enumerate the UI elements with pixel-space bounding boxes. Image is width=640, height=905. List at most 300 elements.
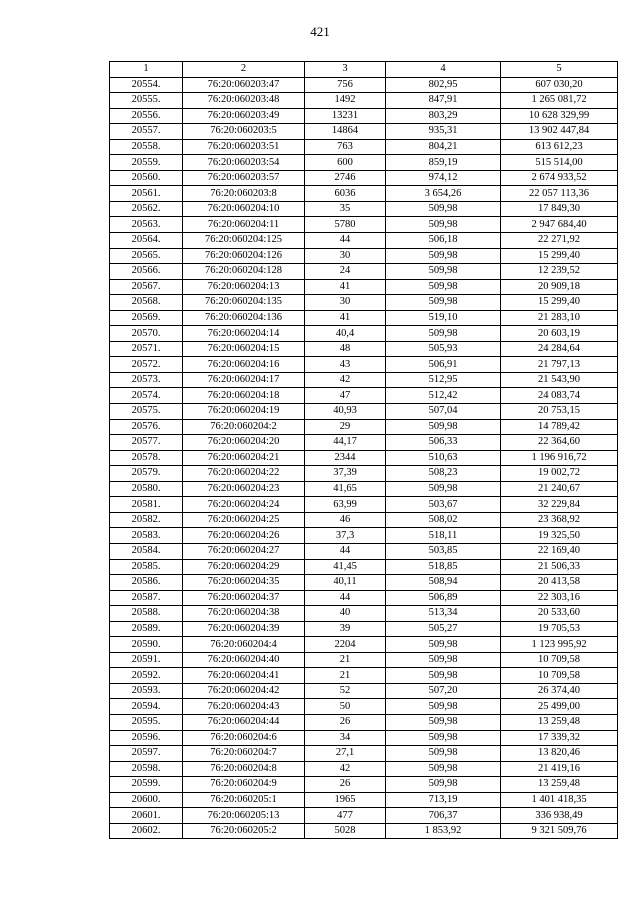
specific-value-cell: 802,95	[386, 77, 501, 93]
table-row	[110, 201, 618, 217]
specific-value-cell: 509,98	[386, 746, 501, 762]
cadastral-value-cell: 20 753,15	[501, 404, 618, 420]
row-number-cell: 20574.	[110, 388, 183, 404]
cadastral-number-cell: 76:20:060204:24	[183, 497, 305, 513]
cadastral-value-cell: 20 413,58	[501, 575, 618, 591]
area-cell: 1965	[305, 792, 386, 808]
area-cell: 50	[305, 699, 386, 715]
cadastral-value-cell: 1 265 081,72	[501, 93, 618, 109]
cadastral-number-cell: 76:20:060203:54	[183, 155, 305, 171]
table-row	[110, 808, 618, 824]
cadastral-value-cell: 15 299,40	[501, 295, 618, 311]
specific-value-cell: 509,98	[386, 201, 501, 217]
specific-value-cell: 508,23	[386, 466, 501, 482]
table-row	[110, 714, 618, 730]
table-row	[110, 264, 618, 280]
cadastral-value-cell: 13 259,48	[501, 714, 618, 730]
row-number-cell: 20577.	[110, 435, 183, 451]
cadastral-value-cell: 23 368,92	[501, 512, 618, 528]
cadastral-value-cell: 13 259,48	[501, 777, 618, 793]
cadastral-number-cell: 76:20:060204:6	[183, 730, 305, 746]
row-number-cell: 20579.	[110, 466, 183, 482]
specific-value-cell: 505,27	[386, 621, 501, 637]
cadastral-value-cell: 21 283,10	[501, 310, 618, 326]
row-number-cell: 20590.	[110, 637, 183, 653]
cadastral-value-cell: 12 239,52	[501, 264, 618, 280]
row-number-cell: 20568.	[110, 295, 183, 311]
area-cell: 5780	[305, 217, 386, 233]
cadastral-number-cell: 76:20:060204:8	[183, 761, 305, 777]
table-row	[110, 777, 618, 793]
cadastral-value-cell: 24 083,74	[501, 388, 618, 404]
cadastral-number-cell: 76:20:060203:8	[183, 186, 305, 202]
specific-value-cell: 506,33	[386, 435, 501, 451]
specific-value-cell: 804,21	[386, 139, 501, 155]
table-row	[110, 730, 618, 746]
specific-value-cell: 509,98	[386, 217, 501, 233]
page-number: 421	[310, 24, 330, 39]
cadastral-number-cell: 76:20:060204:44	[183, 714, 305, 730]
table-row	[110, 326, 618, 342]
specific-value-cell: 509,98	[386, 652, 501, 668]
cadastral-number-cell: 76:20:060204:41	[183, 668, 305, 684]
specific-value-cell: 503,67	[386, 497, 501, 513]
row-number-cell: 20588.	[110, 606, 183, 622]
cadastral-number-cell: 76:20:060204:20	[183, 435, 305, 451]
table-row	[110, 559, 618, 575]
table-row	[110, 606, 618, 622]
row-number-cell: 20585.	[110, 559, 183, 575]
cadastral-number-cell: 76:20:060204:17	[183, 372, 305, 388]
column-number-cell: 3	[305, 62, 386, 78]
row-number-cell: 20559.	[110, 155, 183, 171]
cadastral-number-cell: 76:20:060204:15	[183, 341, 305, 357]
area-cell: 30	[305, 248, 386, 264]
cadastral-value-cell: 20 533,60	[501, 606, 618, 622]
cadastral-value-cell: 21 240,67	[501, 481, 618, 497]
cadastral-value-cell: 20 909,18	[501, 279, 618, 295]
table-row	[110, 155, 618, 171]
specific-value-cell: 509,98	[386, 730, 501, 746]
area-cell: 34	[305, 730, 386, 746]
specific-value-cell: 513,34	[386, 606, 501, 622]
cadastral-value-cell: 15 299,40	[501, 248, 618, 264]
specific-value-cell: 713,19	[386, 792, 501, 808]
specific-value-cell: 509,98	[386, 777, 501, 793]
cadastral-number-cell: 76:20:060204:10	[183, 201, 305, 217]
cadastral-number-cell: 76:20:060204:42	[183, 683, 305, 699]
specific-value-cell: 518,11	[386, 528, 501, 544]
area-cell: 44,17	[305, 435, 386, 451]
cadastral-number-cell: 76:20:060204:2	[183, 419, 305, 435]
area-cell: 52	[305, 683, 386, 699]
specific-value-cell: 509,98	[386, 279, 501, 295]
cadastral-number-cell: 76:20:060203:57	[183, 170, 305, 186]
row-number-cell: 20592.	[110, 668, 183, 684]
cadastral-value-cell: 1 401 418,35	[501, 792, 618, 808]
specific-value-cell: 509,98	[386, 699, 501, 715]
cadastral-number-cell: 76:20:060204:25	[183, 512, 305, 528]
table-row	[110, 528, 618, 544]
cadastral-number-cell: 76:20:060203:48	[183, 93, 305, 109]
area-cell: 21	[305, 668, 386, 684]
table-row	[110, 279, 618, 295]
table-row	[110, 124, 618, 140]
row-number-cell: 20573.	[110, 372, 183, 388]
area-cell: 2746	[305, 170, 386, 186]
cadastral-number-cell: 76:20:060204:39	[183, 621, 305, 637]
cadastral-number-cell: 76:20:060205:2	[183, 823, 305, 839]
cadastral-number-cell: 76:20:060204:29	[183, 559, 305, 575]
cadastral-value-cell: 22 169,40	[501, 543, 618, 559]
area-cell: 5028	[305, 823, 386, 839]
table-row	[110, 435, 618, 451]
row-number-cell: 20567.	[110, 279, 183, 295]
table-row	[110, 621, 618, 637]
row-number-cell: 20555.	[110, 93, 183, 109]
specific-value-cell: 510,63	[386, 450, 501, 466]
table-row	[110, 761, 618, 777]
table-row	[110, 481, 618, 497]
cadastral-value-cell: 607 030,20	[501, 77, 618, 93]
specific-value-cell: 509,98	[386, 419, 501, 435]
row-number-cell: 20602.	[110, 823, 183, 839]
area-cell: 763	[305, 139, 386, 155]
row-number-cell: 20595.	[110, 714, 183, 730]
cadastral-number-cell: 76:20:060204:14	[183, 326, 305, 342]
area-cell: 44	[305, 590, 386, 606]
cadastral-value-cell: 13 902 447,84	[501, 124, 618, 140]
table-row	[110, 590, 618, 606]
cadastral-number-cell: 76:20:060203:5	[183, 124, 305, 140]
area-cell: 43	[305, 357, 386, 373]
cadastral-number-cell: 76:20:060204:27	[183, 543, 305, 559]
row-number-cell: 20576.	[110, 419, 183, 435]
specific-value-cell: 509,98	[386, 714, 501, 730]
table-row	[110, 170, 618, 186]
cadastral-value-cell: 25 499,00	[501, 699, 618, 715]
cadastral-number-cell: 76:20:060203:47	[183, 77, 305, 93]
cadastral-value-cell: 19 705,53	[501, 621, 618, 637]
specific-value-cell: 706,37	[386, 808, 501, 824]
cadastral-number-cell: 76:20:060204:43	[183, 699, 305, 715]
specific-value-cell: 935,31	[386, 124, 501, 140]
row-number-cell: 20557.	[110, 124, 183, 140]
table-row	[110, 668, 618, 684]
table-row	[110, 93, 618, 109]
area-cell: 41,45	[305, 559, 386, 575]
cadastral-value-cell: 22 303,16	[501, 590, 618, 606]
cadastral-value-cell: 19 325,50	[501, 528, 618, 544]
row-number-cell: 20575.	[110, 404, 183, 420]
cadastral-value-cell: 2 947 684,40	[501, 217, 618, 233]
row-number-cell: 20554.	[110, 77, 183, 93]
specific-value-cell: 506,89	[386, 590, 501, 606]
cadastral-number-cell: 76:20:060204:16	[183, 357, 305, 373]
specific-value-cell: 506,18	[386, 233, 501, 249]
area-cell: 6036	[305, 186, 386, 202]
cadastral-value-cell: 515 514,00	[501, 155, 618, 171]
specific-value-cell: 3 654,26	[386, 186, 501, 202]
table-row	[110, 77, 618, 93]
specific-value-cell: 519,10	[386, 310, 501, 326]
specific-value-cell: 507,20	[386, 683, 501, 699]
area-cell: 48	[305, 341, 386, 357]
row-number-cell: 20593.	[110, 683, 183, 699]
table-row	[110, 543, 618, 559]
cadastral-number-cell: 76:20:060204:136	[183, 310, 305, 326]
specific-value-cell: 509,98	[386, 326, 501, 342]
area-cell: 24	[305, 264, 386, 280]
column-number-cell: 1	[110, 62, 183, 78]
cadastral-number-cell: 76:20:060204:135	[183, 295, 305, 311]
area-cell: 47	[305, 388, 386, 404]
area-cell: 1492	[305, 93, 386, 109]
cadastral-number-cell: 76:20:060204:26	[183, 528, 305, 544]
area-cell: 27,1	[305, 746, 386, 762]
cadastral-value-cell: 26 374,40	[501, 683, 618, 699]
specific-value-cell: 859,19	[386, 155, 501, 171]
row-number-cell: 20586.	[110, 575, 183, 591]
specific-value-cell: 508,02	[386, 512, 501, 528]
area-cell: 600	[305, 155, 386, 171]
table-row	[110, 139, 618, 155]
area-cell: 40,4	[305, 326, 386, 342]
cadastral-value-cell: 13 820,46	[501, 746, 618, 762]
cadastral-value-table	[109, 61, 618, 839]
specific-value-cell: 512,42	[386, 388, 501, 404]
cadastral-number-cell: 76:20:060204:128	[183, 264, 305, 280]
table-row	[110, 746, 618, 762]
column-number-row	[110, 62, 618, 78]
table-row	[110, 823, 618, 839]
row-number-cell: 20596.	[110, 730, 183, 746]
area-cell: 26	[305, 777, 386, 793]
row-number-cell: 20566.	[110, 264, 183, 280]
table-row	[110, 388, 618, 404]
specific-value-cell: 507,04	[386, 404, 501, 420]
area-cell: 42	[305, 761, 386, 777]
area-cell: 63,99	[305, 497, 386, 513]
cadastral-number-cell: 76:20:060203:51	[183, 139, 305, 155]
cadastral-value-cell: 613 612,23	[501, 139, 618, 155]
cadastral-value-cell: 21 797,13	[501, 357, 618, 373]
table-row	[110, 512, 618, 528]
table-row	[110, 217, 618, 233]
cadastral-number-cell: 76:20:060204:37	[183, 590, 305, 606]
cadastral-number-cell: 76:20:060203:49	[183, 108, 305, 124]
specific-value-cell: 509,98	[386, 761, 501, 777]
column-number-cell: 5	[501, 62, 618, 78]
cadastral-value-cell: 1 196 916,72	[501, 450, 618, 466]
row-number-cell: 20582.	[110, 512, 183, 528]
table-row	[110, 186, 618, 202]
table-row	[110, 575, 618, 591]
table-row	[110, 450, 618, 466]
cadastral-value-cell: 10 709,58	[501, 668, 618, 684]
cadastral-number-cell: 76:20:060204:19	[183, 404, 305, 420]
column-number-cell: 2	[183, 62, 305, 78]
row-number-cell: 20564.	[110, 233, 183, 249]
table-row	[110, 404, 618, 420]
area-cell: 44	[305, 233, 386, 249]
row-number-cell: 20570.	[110, 326, 183, 342]
cadastral-number-cell: 76:20:060205:13	[183, 808, 305, 824]
row-number-cell: 20599.	[110, 777, 183, 793]
cadastral-number-cell: 76:20:060204:23	[183, 481, 305, 497]
specific-value-cell: 512,95	[386, 372, 501, 388]
table-row	[110, 108, 618, 124]
table-row	[110, 341, 618, 357]
row-number-cell: 20571.	[110, 341, 183, 357]
area-cell: 41,65	[305, 481, 386, 497]
cadastral-number-cell: 76:20:060204:40	[183, 652, 305, 668]
row-number-cell: 20591.	[110, 652, 183, 668]
cadastral-value-cell: 14 789,42	[501, 419, 618, 435]
specific-value-cell: 509,98	[386, 248, 501, 264]
row-number-cell: 20558.	[110, 139, 183, 155]
cadastral-value-cell: 21 419,16	[501, 761, 618, 777]
specific-value-cell: 508,94	[386, 575, 501, 591]
row-number-cell: 20562.	[110, 201, 183, 217]
cadastral-value-cell: 17 339,32	[501, 730, 618, 746]
column-number-cell: 4	[386, 62, 501, 78]
row-number-cell: 20572.	[110, 357, 183, 373]
area-cell: 44	[305, 543, 386, 559]
cadastral-number-cell: 76:20:060204:7	[183, 746, 305, 762]
cadastral-number-cell: 76:20:060205:1	[183, 792, 305, 808]
area-cell: 40	[305, 606, 386, 622]
cadastral-value-cell: 17 849,30	[501, 201, 618, 217]
row-number-cell: 20580.	[110, 481, 183, 497]
table-row	[110, 637, 618, 653]
row-number-cell: 20565.	[110, 248, 183, 264]
area-cell: 477	[305, 808, 386, 824]
area-cell: 2204	[305, 637, 386, 653]
row-number-cell: 20598.	[110, 761, 183, 777]
row-number-cell: 20569.	[110, 310, 183, 326]
row-number-cell: 20600.	[110, 792, 183, 808]
cadastral-value-cell: 24 284,64	[501, 341, 618, 357]
table-row	[110, 683, 618, 699]
area-cell: 26	[305, 714, 386, 730]
cadastral-value-cell: 9 321 509,76	[501, 823, 618, 839]
table-row	[110, 295, 618, 311]
cadastral-value-cell: 2 674 933,52	[501, 170, 618, 186]
specific-value-cell: 506,91	[386, 357, 501, 373]
specific-value-cell: 1 853,92	[386, 823, 501, 839]
area-cell: 756	[305, 77, 386, 93]
area-cell: 37,39	[305, 466, 386, 482]
cadastral-number-cell: 76:20:060204:4	[183, 637, 305, 653]
cadastral-value-cell: 10 709,58	[501, 652, 618, 668]
cadastral-value-cell: 22 271,92	[501, 233, 618, 249]
cadastral-number-cell: 76:20:060204:21	[183, 450, 305, 466]
table-row	[110, 310, 618, 326]
row-number-cell: 20561.	[110, 186, 183, 202]
cadastral-value-cell: 19 002,72	[501, 466, 618, 482]
area-cell: 21	[305, 652, 386, 668]
cadastral-number-cell: 76:20:060204:11	[183, 217, 305, 233]
specific-value-cell: 847,91	[386, 93, 501, 109]
row-number-cell: 20563.	[110, 217, 183, 233]
area-cell: 37,3	[305, 528, 386, 544]
table-row	[110, 419, 618, 435]
area-cell: 2344	[305, 450, 386, 466]
cadastral-number-cell: 76:20:060204:35	[183, 575, 305, 591]
row-number-cell: 20583.	[110, 528, 183, 544]
area-cell: 40,93	[305, 404, 386, 420]
cadastral-number-cell: 76:20:060204:13	[183, 279, 305, 295]
row-number-cell: 20597.	[110, 746, 183, 762]
specific-value-cell: 503,85	[386, 543, 501, 559]
area-cell: 14864	[305, 124, 386, 140]
area-cell: 29	[305, 419, 386, 435]
specific-value-cell: 509,98	[386, 264, 501, 280]
cadastral-number-cell: 76:20:060204:9	[183, 777, 305, 793]
table-row	[110, 357, 618, 373]
row-number-cell: 20584.	[110, 543, 183, 559]
table-row	[110, 652, 618, 668]
specific-value-cell: 974,12	[386, 170, 501, 186]
table-row	[110, 699, 618, 715]
row-number-cell: 20581.	[110, 497, 183, 513]
row-number-cell: 20601.	[110, 808, 183, 824]
area-cell: 40,11	[305, 575, 386, 591]
area-cell: 41	[305, 279, 386, 295]
cadastral-value-cell: 32 229,84	[501, 497, 618, 513]
specific-value-cell: 518,85	[386, 559, 501, 575]
cadastral-value-cell: 20 603,19	[501, 326, 618, 342]
cadastral-number-cell: 76:20:060204:126	[183, 248, 305, 264]
cadastral-value-cell: 1 123 995,92	[501, 637, 618, 653]
specific-value-cell: 509,98	[386, 481, 501, 497]
specific-value-cell: 509,98	[386, 295, 501, 311]
area-cell: 13231	[305, 108, 386, 124]
area-cell: 46	[305, 512, 386, 528]
row-number-cell: 20560.	[110, 170, 183, 186]
row-number-cell: 20587.	[110, 590, 183, 606]
row-number-cell: 20594.	[110, 699, 183, 715]
area-cell: 35	[305, 201, 386, 217]
specific-value-cell: 509,98	[386, 668, 501, 684]
cadastral-value-cell: 22 364,60	[501, 435, 618, 451]
area-cell: 30	[305, 295, 386, 311]
cadastral-number-cell: 76:20:060204:125	[183, 233, 305, 249]
cadastral-value-cell: 10 628 329,99	[501, 108, 618, 124]
row-number-cell: 20578.	[110, 450, 183, 466]
specific-value-cell: 509,98	[386, 637, 501, 653]
table-row	[110, 497, 618, 513]
specific-value-cell: 505,93	[386, 341, 501, 357]
area-cell: 42	[305, 372, 386, 388]
area-cell: 39	[305, 621, 386, 637]
table-row	[110, 372, 618, 388]
cadastral-value-cell: 22 057 113,36	[501, 186, 618, 202]
cadastral-number-cell: 76:20:060204:38	[183, 606, 305, 622]
table-row	[110, 248, 618, 264]
cadastral-value-cell: 21 543,90	[501, 372, 618, 388]
cadastral-number-cell: 76:20:060204:18	[183, 388, 305, 404]
row-number-cell: 20556.	[110, 108, 183, 124]
cadastral-value-cell: 336 938,49	[501, 808, 618, 824]
table-body	[110, 62, 618, 839]
cadastral-number-cell: 76:20:060204:22	[183, 466, 305, 482]
table-row	[110, 792, 618, 808]
specific-value-cell: 803,29	[386, 108, 501, 124]
area-cell: 41	[305, 310, 386, 326]
row-number-cell: 20589.	[110, 621, 183, 637]
